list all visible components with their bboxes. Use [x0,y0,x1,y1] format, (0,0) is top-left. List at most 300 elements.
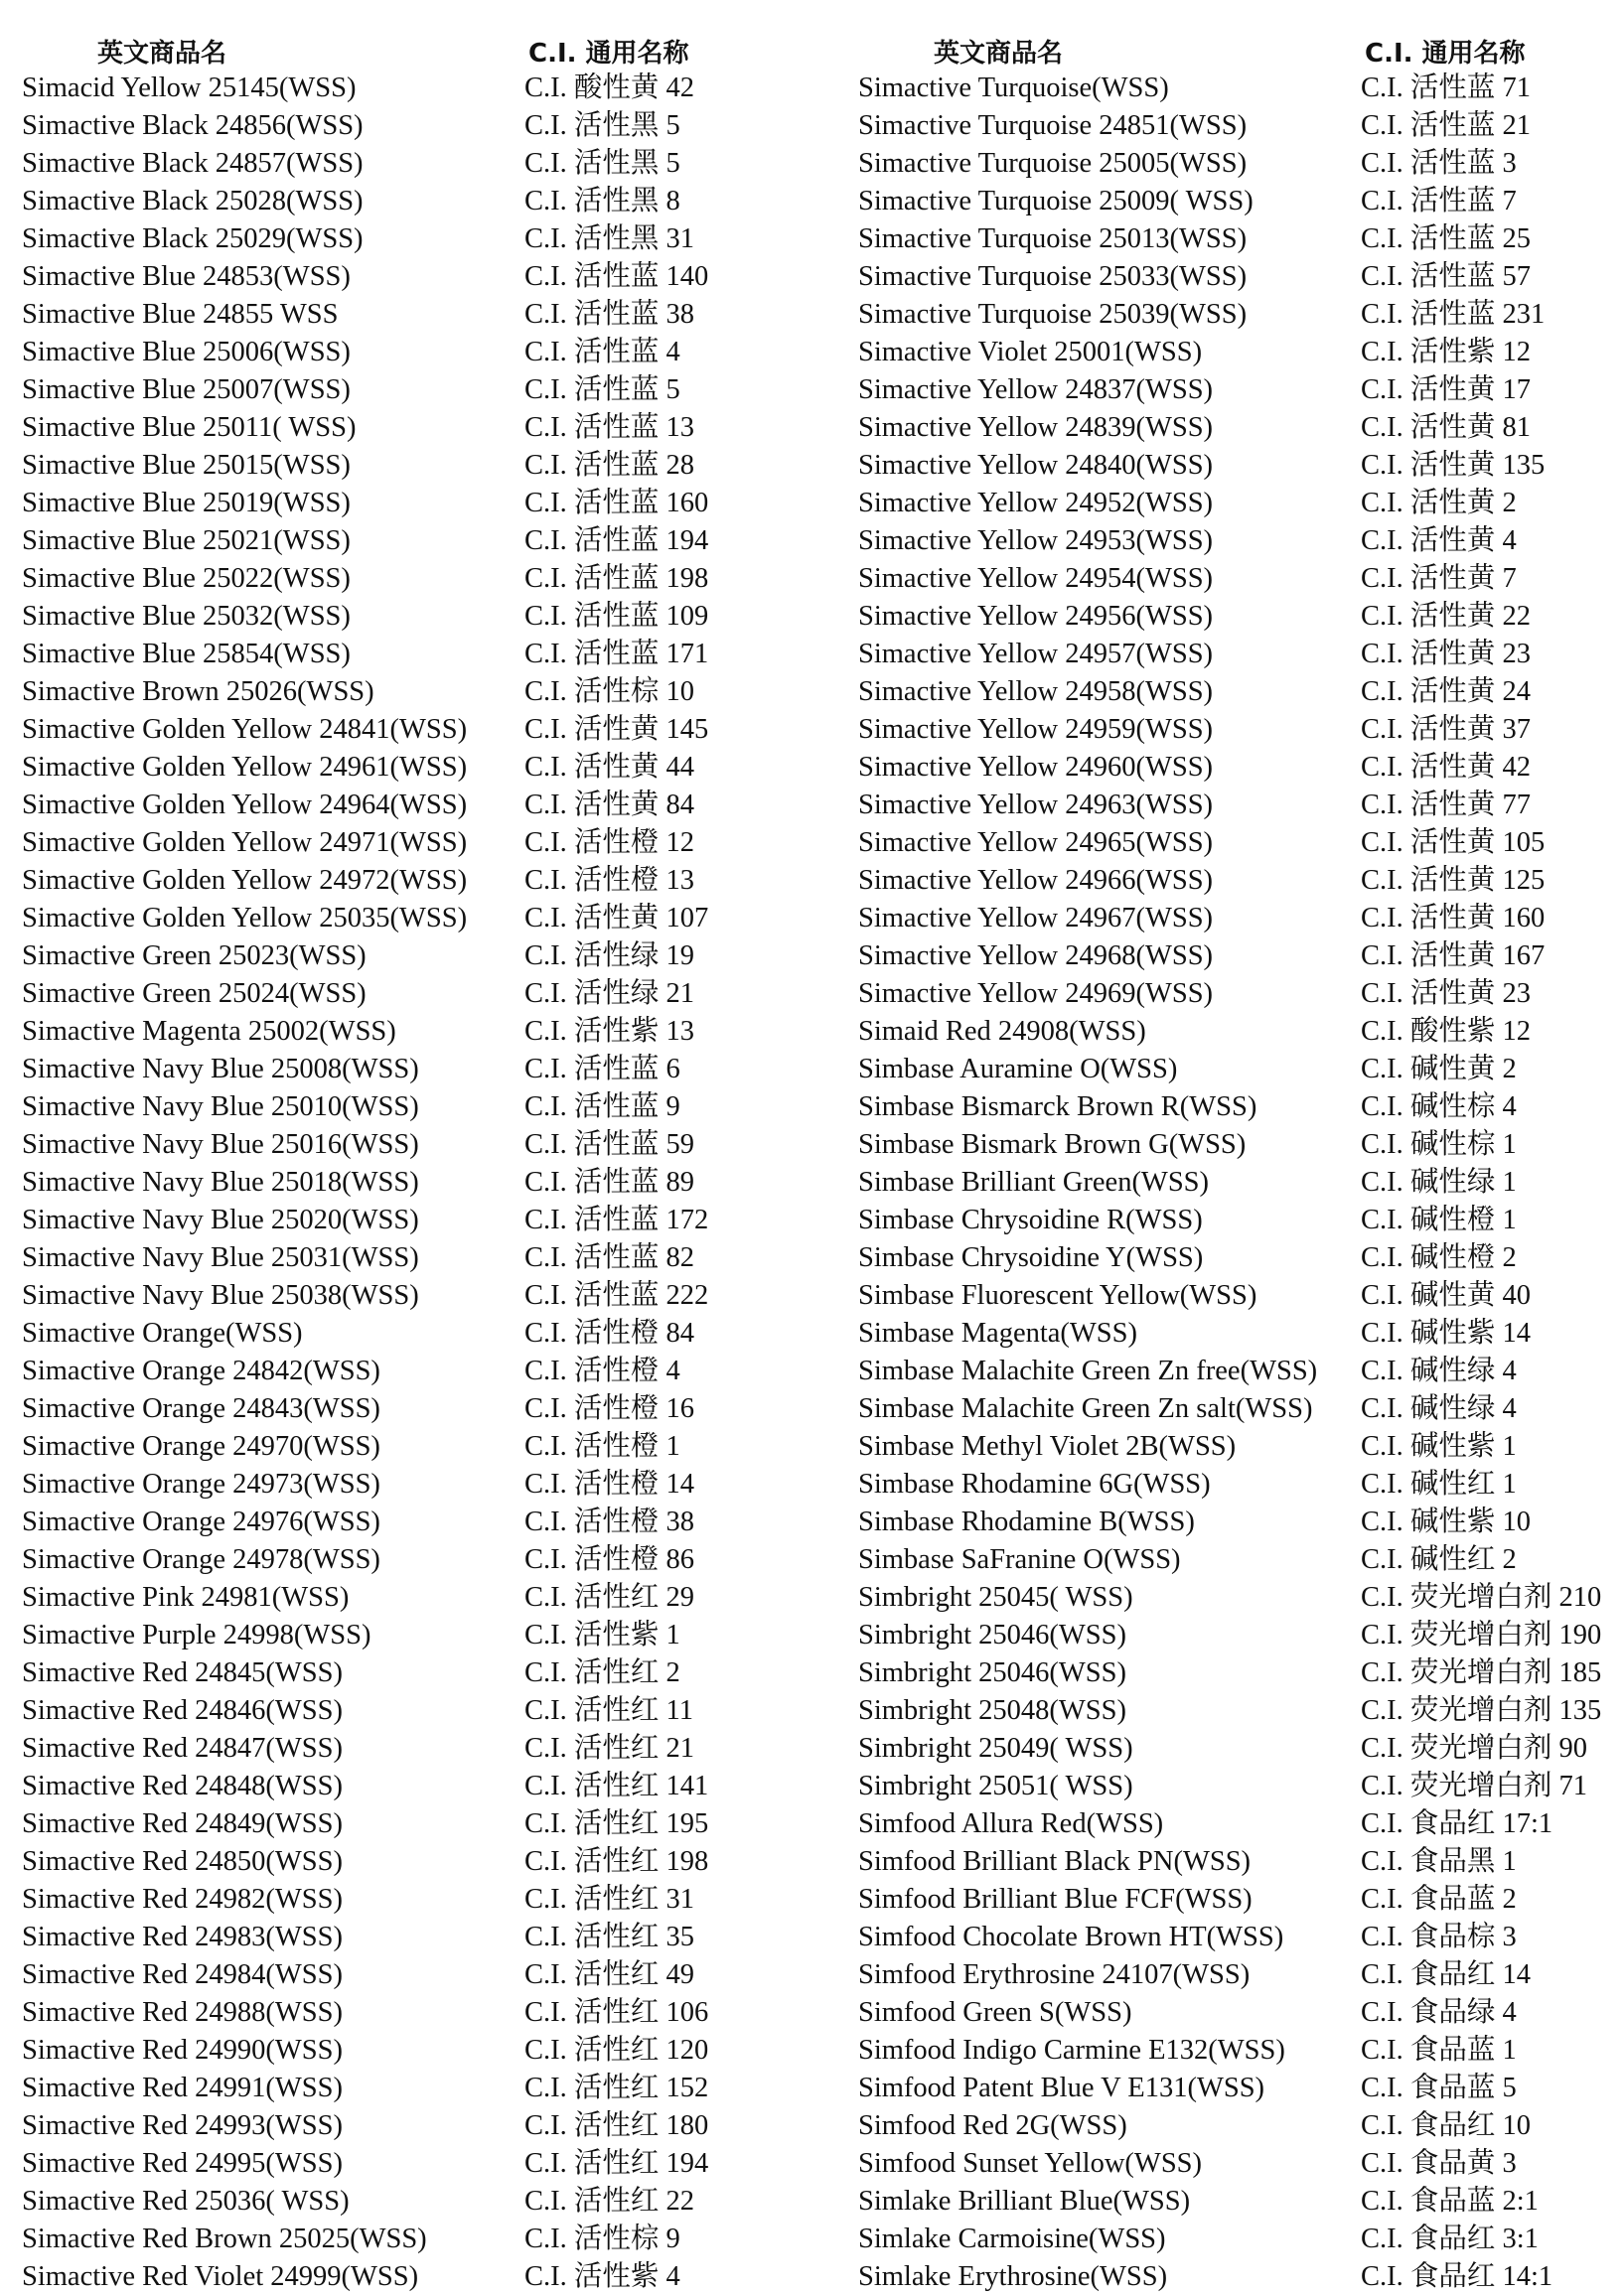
table-row [22,1277,846,1315]
ci-generic-name: C.I. 活性红 198 [524,1846,709,1877]
ci-generic-name: C.I. 活性蓝 89 [524,1167,695,1198]
product-name: Simactive Navy Blue 25031(WSS) [22,1242,419,1273]
product-name: Simactive Brown 25026(WSS) [22,676,374,707]
product-name: Simactive Black 24857(WSS) [22,148,364,179]
product-name: Simactive Blue 24853(WSS) [22,261,351,292]
product-name: Simactive Red 24991(WSS) [22,2073,343,2103]
table-row [22,673,846,711]
table-row [858,2032,1624,2070]
table-row [858,560,1624,598]
table-row [22,560,846,598]
product-name: Simactive Orange 24973(WSS) [22,1469,380,1500]
table-row [858,1390,1624,1428]
product-name: Simactive Blue 25854(WSS) [22,639,351,669]
right-table [858,30,1624,2296]
table-row [858,1051,1624,1088]
ci-generic-name: C.I. 荧光增白剂 185 [1361,1657,1602,1688]
product-name: Simactive Blue 25015(WSS) [22,450,351,481]
product-name: Simactive Orange 24976(WSS) [22,1507,380,1537]
table-row [858,2221,1624,2258]
ci-generic-name: C.I. 活性绿 19 [524,940,695,971]
table-row [858,1428,1624,1466]
ci-generic-name: C.I. 食品红 10 [1361,2110,1532,2141]
product-name: Simactive Black 25029(WSS) [22,223,364,254]
ci-generic-name: C.I. 活性红 35 [524,1922,695,1952]
ci-generic-name: C.I. 活性黄 135 [1361,450,1546,481]
ci-generic-name: C.I. 活性橙 4 [524,1356,680,1386]
table-row [22,749,846,787]
product-name: Simactive Blue 25006(WSS) [22,337,351,367]
ci-generic-name: C.I. 活性红 2 [524,1657,680,1688]
left-table [22,30,846,2296]
ci-generic-name: C.I. 活性紫 1 [524,1620,680,1650]
table-row [858,145,1624,183]
ci-generic-name: C.I. 活性黄 107 [524,903,709,933]
ci-generic-name: C.I. 活性黄 160 [1361,903,1546,933]
table-row [22,1692,846,1730]
ci-generic-name: C.I. 碱性黄 40 [1361,1280,1532,1311]
table-row [858,598,1624,636]
product-name: Simactive Green 25024(WSS) [22,978,367,1009]
table-row [22,1541,846,1579]
ci-generic-name: C.I. 活性黑 31 [524,223,695,254]
ci-generic-name: C.I. 碱性绿 1 [1361,1167,1517,1198]
table-row [858,1315,1624,1353]
table-row [858,1088,1624,1126]
table-row [22,2070,846,2107]
product-name: Simfood Brilliant Blue FCF(WSS) [858,1884,1253,1915]
ci-generic-name: C.I. 活性红 180 [524,2110,709,2141]
ci-generic-name: C.I. 活性蓝 6 [524,1054,680,1084]
product-name: Simfood Green S(WSS) [858,1997,1132,2028]
product-name: Simlake Brilliant Blue(WSS) [858,2186,1191,2217]
product-name: Simactive Orange(WSS) [22,1318,303,1349]
table-row [22,2032,846,2070]
ci-generic-name: C.I. 活性黄 84 [524,789,695,820]
ci-generic-name: C.I. 活性紫 4 [524,2261,680,2292]
ci-generic-name: C.I. 活性红 29 [524,1582,695,1613]
ci-generic-name: C.I. 活性红 141 [524,1771,709,1801]
ci-generic-name: C.I. 活性黄 23 [1361,978,1532,1009]
ci-generic-name: C.I. 活性红 22 [524,2186,695,2217]
ci-generic-name: C.I. 碱性棕 4 [1361,1091,1517,1122]
header-english-name: 英文商品名 [97,39,227,69]
table-row [22,1466,846,1504]
ci-generic-name: C.I. 碱性红 2 [1361,1544,1517,1575]
ci-generic-name: C.I. 食品黄 3 [1361,2148,1517,2179]
table-row [22,485,846,522]
table-row [858,1919,1624,1956]
product-name: Simactive Yellow 24840(WSS) [858,450,1214,481]
right-table-body [858,70,1624,2296]
table-row [22,1881,846,1919]
table-row [22,183,846,220]
product-name: Simactive Navy Blue 25018(WSS) [22,1167,419,1198]
table-row [22,1353,846,1390]
product-name: Simactive Yellow 24959(WSS) [858,714,1214,745]
ci-generic-name: C.I. 活性红 152 [524,2073,709,2103]
table-row [22,2183,846,2221]
table-row [22,1805,846,1843]
table-row [22,1013,846,1051]
product-name: Simfood Brilliant Black PN(WSS) [858,1846,1252,1877]
product-name: Simactive Black 25028(WSS) [22,186,364,216]
product-name: Simbase Bismarck Brown R(WSS) [858,1091,1257,1122]
table-row [22,598,846,636]
product-name: Simacid Yellow 25145(WSS) [22,72,357,103]
ci-generic-name: C.I. 食品红 14 [1361,1959,1532,1990]
table-row [858,1881,1624,1919]
table-row [22,296,846,334]
ci-generic-name: C.I. 活性黄 44 [524,752,695,783]
product-name: Simbase Auramine O(WSS) [858,1054,1178,1084]
product-name: Simbright 25046(WSS) [858,1620,1126,1650]
ci-generic-name: C.I. 活性黄 7 [1361,563,1517,594]
product-name: Simactive Golden Yellow 24972(WSS) [22,865,468,896]
ci-generic-name: C.I. 活性蓝 198 [524,563,709,594]
table-row [22,522,846,560]
ci-generic-name: C.I. 碱性紫 10 [1361,1507,1532,1537]
product-name: Simaid Red 24908(WSS) [858,1016,1146,1047]
table-row [22,900,846,937]
ci-generic-name: C.I. 碱性棕 1 [1361,1129,1517,1160]
ci-generic-name: C.I. 食品红 3:1 [1361,2224,1539,2254]
product-name: Simbase Chrysoidine Y(WSS) [858,1242,1204,1273]
product-name: Simfood Allura Red(WSS) [858,1808,1164,1839]
table-row [22,258,846,296]
table-row [858,1277,1624,1315]
product-name: Simbright 25049( WSS) [858,1733,1133,1764]
table-row [22,1617,846,1654]
ci-generic-name: C.I. 活性黄 145 [524,714,709,745]
table-row [858,485,1624,522]
product-name: Simactive Black 24856(WSS) [22,110,364,141]
ci-generic-name: C.I. 活性蓝 82 [524,1242,695,1273]
product-name: Simactive Navy Blue 25010(WSS) [22,1091,419,1122]
ci-generic-name: C.I. 活性红 11 [524,1695,693,1726]
table-row [858,1730,1624,1768]
product-name: Simbase SaFranine O(WSS) [858,1544,1181,1575]
product-name: Simactive Blue 25011( WSS) [22,412,357,443]
product-name: Simactive Turquoise 25039(WSS) [858,299,1248,330]
product-name: Simactive Yellow 24953(WSS) [858,525,1214,556]
product-name: Simactive Red 24984(WSS) [22,1959,343,1990]
product-name: Simactive Red 24847(WSS) [22,1733,343,1764]
ci-generic-name: C.I. 活性红 21 [524,1733,695,1764]
ci-generic-name: C.I. 碱性紫 14 [1361,1318,1532,1349]
product-name: Simactive Purple 24998(WSS) [22,1620,371,1650]
ci-generic-name: C.I. 荧光增白剂 190 [1361,1620,1602,1650]
product-name: Simfood Red 2G(WSS) [858,2110,1127,2141]
ci-generic-name: C.I. 活性蓝 25 [1361,223,1532,254]
ci-generic-name: C.I. 活性蓝 71 [1361,72,1532,103]
table-row [858,711,1624,749]
product-name: Simactive Blue 25022(WSS) [22,563,351,594]
ci-generic-name: C.I. 荧光增白剂 210 [1361,1582,1602,1613]
ci-generic-name: C.I. 活性蓝 9 [524,1091,680,1122]
ci-generic-name: C.I. 活性蓝 21 [1361,110,1532,141]
ci-generic-name: C.I. 活性红 31 [524,1884,695,1915]
ci-generic-name: C.I. 活性红 120 [524,2035,709,2066]
product-name: Simactive Navy Blue 25016(WSS) [22,1129,419,1160]
product-name: Simactive Navy Blue 25008(WSS) [22,1054,419,1084]
product-name: Simlake Carmoisine(WSS) [858,2224,1166,2254]
product-name: Simbase Methyl Violet 2B(WSS) [858,1431,1237,1462]
ci-generic-name: C.I. 酸性黄 42 [524,72,695,103]
table-row [858,749,1624,787]
ci-generic-name: C.I. 活性黄 167 [1361,940,1546,971]
product-name: Simactive Golden Yellow 24961(WSS) [22,752,468,783]
ci-generic-name: C.I. 活性蓝 160 [524,488,709,518]
table-row [858,183,1624,220]
ci-generic-name: C.I. 碱性绿 4 [1361,1393,1517,1424]
ci-generic-name: C.I. 活性棕 10 [524,676,695,707]
ci-generic-name: C.I. 活性红 195 [524,1808,709,1839]
table-row [858,334,1624,371]
product-name: Simactive Blue 25007(WSS) [22,374,351,405]
table-row [858,70,1624,107]
table-row [22,1428,846,1466]
table-row [22,862,846,900]
ci-generic-name: C.I. 活性黄 37 [1361,714,1532,745]
table-row [858,787,1624,824]
table-row [858,900,1624,937]
table-row [858,220,1624,258]
product-name: Simactive Turquoise 25009( WSS) [858,186,1254,216]
product-name: Simactive Golden Yellow 24964(WSS) [22,789,468,820]
product-name: Simactive Red 24983(WSS) [22,1922,343,1952]
ci-generic-name: C.I. 活性黄 22 [1361,601,1532,632]
header-ci-name: C.I. 通用名称 [528,39,689,69]
table-row [22,1919,846,1956]
table-row [22,711,846,749]
ci-generic-name: C.I. 食品蓝 5 [1361,2073,1517,2103]
product-name: Simactive Yellow 24957(WSS) [858,639,1214,669]
ci-generic-name: C.I. 活性蓝 13 [524,412,695,443]
table-row [22,1504,846,1541]
product-name: Simactive Turquoise(WSS) [858,72,1169,103]
product-name: Simbase Malachite Green Zn salt(WSS) [858,1393,1313,1424]
product-name: Simbright 25048(WSS) [858,1695,1126,1726]
ci-generic-name: C.I. 活性紫 13 [524,1016,695,1047]
table-row [858,2258,1624,2296]
ci-generic-name: C.I. 荧光增白剂 135 [1361,1695,1602,1726]
product-name: Simactive Orange 24843(WSS) [22,1393,380,1424]
table-row [22,1994,846,2032]
table-row [22,1579,846,1617]
table-row [858,1579,1624,1617]
table-row [22,2145,846,2183]
table-row [858,1805,1624,1843]
ci-generic-name: C.I. 活性橙 16 [524,1393,695,1424]
left-table-header [22,30,846,70]
product-name: Simactive Golden Yellow 24971(WSS) [22,827,468,858]
product-name: Simbright 25046(WSS) [858,1657,1126,1688]
product-name: Simactive Red Brown 25025(WSS) [22,2224,427,2254]
product-name: Simbase Brilliant Green(WSS) [858,1167,1210,1198]
table-row [858,1692,1624,1730]
table-row [22,1088,846,1126]
ci-generic-name: C.I. 活性橙 86 [524,1544,695,1575]
table-row [22,1390,846,1428]
right-table-header [858,30,1624,70]
product-name: Simactive Yellow 24966(WSS) [858,865,1214,896]
product-name: Simfood Patent Blue V E131(WSS) [858,2073,1265,2103]
product-name: Simactive Yellow 24969(WSS) [858,978,1214,1009]
product-name: Simactive Red 24993(WSS) [22,2110,343,2141]
table-row [22,1730,846,1768]
table-row [858,1239,1624,1277]
product-name: Simactive Magenta 25002(WSS) [22,1016,396,1047]
table-row [858,2070,1624,2107]
ci-generic-name: C.I. 食品绿 4 [1361,1997,1517,2028]
ci-generic-name: C.I. 碱性橙 2 [1361,1242,1517,1273]
ci-generic-name: C.I. 活性黄 81 [1361,412,1532,443]
ci-generic-name: C.I. 碱性紫 1 [1361,1431,1517,1462]
table-row [858,824,1624,862]
table-row [858,1956,1624,1994]
table-row [858,862,1624,900]
ci-generic-name: C.I. 活性红 49 [524,1959,695,1990]
ci-generic-name: C.I. 碱性红 1 [1361,1469,1517,1500]
table-row [858,258,1624,296]
ci-generic-name: C.I. 活性蓝 3 [1361,148,1517,179]
table-row [858,1353,1624,1390]
table-row [858,937,1624,975]
table-row [22,220,846,258]
table-row [858,1466,1624,1504]
ci-generic-name: C.I. 活性黑 5 [524,148,680,179]
product-name: Simactive Orange 24970(WSS) [22,1431,380,1462]
ci-generic-name: C.I. 活性橙 14 [524,1469,695,1500]
product-name: Simbright 25045( WSS) [858,1582,1133,1613]
product-name: Simbase Fluorescent Yellow(WSS) [858,1280,1257,1311]
table-row [858,371,1624,409]
product-name: Simactive Blue 25021(WSS) [22,525,351,556]
product-name: Simbase Malachite Green Zn free(WSS) [858,1356,1318,1386]
table-row [858,296,1624,334]
table-row [22,975,846,1013]
product-name: Simactive Navy Blue 25038(WSS) [22,1280,419,1311]
table-row [22,334,846,371]
table-row [858,107,1624,145]
ci-generic-name: C.I. 活性黄 77 [1361,789,1532,820]
ci-generic-name: C.I. 活性蓝 59 [524,1129,695,1160]
ci-generic-name: C.I. 活性蓝 172 [524,1205,709,1235]
product-name: Simactive Red 24846(WSS) [22,1695,343,1726]
ci-generic-name: C.I. 食品蓝 1 [1361,2035,1517,2066]
ci-generic-name: C.I. 活性黑 8 [524,186,680,216]
table-row [22,2221,846,2258]
table-row [22,107,846,145]
product-name: Simactive Turquoise 25005(WSS) [858,148,1248,179]
ci-generic-name: C.I. 活性绿 21 [524,978,695,1009]
ci-generic-name: C.I. 活性蓝 231 [1361,299,1546,330]
product-name: Simactive Red 24848(WSS) [22,1771,343,1801]
ci-generic-name: C.I. 活性蓝 5 [524,374,680,405]
table-row [22,1956,846,1994]
product-name: Simactive Golden Yellow 25035(WSS) [22,903,468,933]
product-name: Simfood Indigo Carmine E132(WSS) [858,2035,1285,2066]
ci-generic-name: C.I. 荧光增白剂 90 [1361,1733,1588,1764]
ci-generic-name: C.I. 活性红 106 [524,1997,709,2028]
header-english-name: 英文商品名 [934,39,1064,69]
ci-generic-name: C.I. 活性黄 17 [1361,374,1532,405]
product-name: Simfood Sunset Yellow(WSS) [858,2148,1203,2179]
ci-generic-name: C.I. 活性紫 12 [1361,337,1532,367]
table-row [858,673,1624,711]
product-name: Simbase Chrysoidine R(WSS) [858,1205,1203,1235]
table-row [858,1843,1624,1881]
table-row [22,636,846,673]
table-row [858,1541,1624,1579]
ci-generic-name: C.I. 活性黄 4 [1361,525,1517,556]
table-row [22,1768,846,1805]
ci-generic-name: C.I. 活性蓝 38 [524,299,695,330]
ci-generic-name: C.I. 活性橙 12 [524,827,695,858]
table-row [22,937,846,975]
table-row [22,447,846,485]
ci-generic-name: C.I. 活性橙 1 [524,1431,680,1462]
table-row [858,1164,1624,1202]
ci-generic-name: C.I. 活性蓝 109 [524,601,709,632]
ci-generic-name: C.I. 活性红 194 [524,2148,709,2179]
product-name: Simfood Chocolate Brown HT(WSS) [858,1922,1284,1952]
ci-generic-name: C.I. 活性蓝 194 [524,525,709,556]
table-row [858,1202,1624,1239]
product-name: Simbase Rhodamine 6G(WSS) [858,1469,1211,1500]
ci-generic-name: C.I. 活性黄 2 [1361,488,1517,518]
ci-generic-name: C.I. 活性蓝 7 [1361,186,1517,216]
table-row [22,787,846,824]
table-row [858,447,1624,485]
product-name: Simbase Magenta(WSS) [858,1318,1137,1349]
ci-generic-name: C.I. 活性黄 125 [1361,865,1546,896]
table-row [22,1051,846,1088]
product-name: Simactive Yellow 24956(WSS) [858,601,1214,632]
product-name: Simactive Red 24990(WSS) [22,2035,343,2066]
ci-generic-name: C.I. 活性蓝 171 [524,639,709,669]
left-table-body [22,70,846,2296]
product-name: Simactive Yellow 24837(WSS) [858,374,1214,405]
product-name: Simactive Violet 25001(WSS) [858,337,1203,367]
product-name: Simactive Yellow 24960(WSS) [858,752,1214,783]
table-row [22,2107,846,2145]
table-row [858,522,1624,560]
product-name: Simactive Green 25023(WSS) [22,940,367,971]
product-name: Simactive Yellow 24839(WSS) [858,412,1214,443]
table-row [858,1126,1624,1164]
table-row [22,1202,846,1239]
table-row [858,409,1624,447]
ci-generic-name: C.I. 食品红 14:1 [1361,2261,1553,2292]
product-name: Simactive Yellow 24958(WSS) [858,676,1214,707]
product-name: Simactive Navy Blue 25020(WSS) [22,1205,419,1235]
product-name: Simactive Yellow 24954(WSS) [858,563,1214,594]
ci-generic-name: C.I. 活性蓝 4 [524,337,680,367]
product-name: Simactive Pink 24981(WSS) [22,1582,350,1613]
table-row [22,1654,846,1692]
table-row [858,1504,1624,1541]
table-row [22,1164,846,1202]
product-name: Simactive Orange 24978(WSS) [22,1544,380,1575]
product-name: Simactive Yellow 24963(WSS) [858,789,1214,820]
product-name: Simactive Turquoise 24851(WSS) [858,110,1248,141]
table-row [858,2145,1624,2183]
product-name: Simlake Erythrosine(WSS) [858,2261,1168,2292]
ci-generic-name: C.I. 活性橙 84 [524,1318,695,1349]
product-name: Simfood Erythrosine 24107(WSS) [858,1959,1251,1990]
